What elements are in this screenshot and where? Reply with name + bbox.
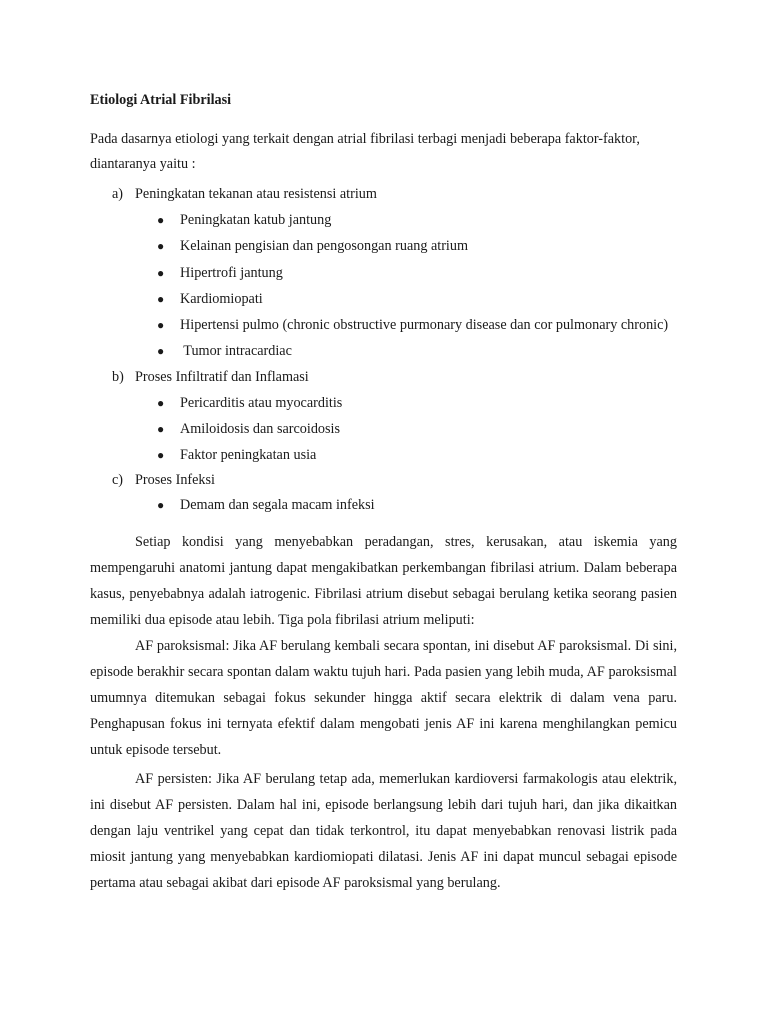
bullet-icon: ● xyxy=(157,292,165,306)
category-label: Peningkatan tekanan atau resistensi atrium xyxy=(135,186,377,202)
list-item: ● Peningkatan katub jantung xyxy=(157,212,332,228)
bullet-icon: ● xyxy=(157,344,165,358)
list-item: ● Hipertensi pulmo (chronic obstructive purmonary disease dan cor pulmonary chronic) xyxy=(157,317,669,333)
bullet-icon: ● xyxy=(157,422,165,436)
category-marker: a) xyxy=(112,186,124,202)
body-paragraph: AF paroksismal: Jika AF berulang kembali secara spontan, ini disebut AF paroksismal. Di sini, episode berakhir secara spontan dalam waktu tujuh hari. Pada pasien yang lebih muda, AF paroksismal umumnya ditemukan sebagai fokus sekunder hingga aktif secara elektrik di dalam vena paru. Penghapusan fokus ini ternyata efektif dalam mengobati jenis AF ini karena menghilangkan pemicu untuk episode tersebut. xyxy=(90,638,677,758)
list-item: ● Faktor peningkatan usia xyxy=(157,447,317,463)
intro-paragraph: Pada dasarnya etiologi yang terkait dengan atrial fibrilasi terbagi menjadi beberapa faktor-faktor, diantaranya yaitu : xyxy=(90,131,640,172)
bullet-icon: ● xyxy=(157,448,165,462)
list-item: ● Pericarditis atau myocarditis xyxy=(157,395,343,411)
list-item: ● Demam dan segala macam infeksi xyxy=(157,497,375,513)
body-paragraph: AF persisten: Jika AF berulang tetap ada, memerlukan kardioversi farmakologis atau elektrik, ini disebut AF persisten. Dalam hal ini, episode berlangsung lebih dari tujuh hari, dan jika dikaitkan dengan laju ventrikel yang cepat dan tidak terkontrol, itu dapat menyebabkan renovasi listrik pada miosit jantung yang menyebabkan kardiomiopati dilatasi. Jenis AF ini dapat muncul sebagai episode pertama atau sebagai akibat dari episode AF paroksismal yang berulang. xyxy=(90,771,677,891)
document-title: Etiologi Atrial Fibrilasi xyxy=(90,92,232,108)
body-paragraph: Setiap kondisi yang menyebabkan peradangan, stres, kerusakan, atau iskemia yang mempengaruhi anatomi jantung dapat mengakibatkan perkembangan fibrilasi atrium. Dalam beberapa kasus, penyebabnya adalah iatrogenic. Fibrilasi atrium disebut sebagai berulang ketika seorang pasien memiliki dua episode atau lebih. Tiga pola fibrilasi atrium meliputi: xyxy=(90,534,677,628)
list-item: ● Hipertrofi jantung xyxy=(157,265,283,281)
category-label: Proses Infeksi xyxy=(135,472,215,488)
category-a xyxy=(112,186,377,203)
list-item: ● Amiloidosis dan sarcoidosis xyxy=(157,421,340,437)
bullet-icon: ● xyxy=(157,213,165,227)
category-label: Proses Infiltratif dan Inflamasi xyxy=(135,369,309,385)
bullet-icon: ● xyxy=(157,239,165,253)
list-item: ● Kardiomiopati xyxy=(157,291,263,307)
category-b xyxy=(112,369,309,386)
bullet-icon: ● xyxy=(157,266,165,280)
list-item: ● Tumor intracardiac xyxy=(157,343,292,359)
category-marker: c) xyxy=(112,472,124,488)
bullet-icon: ● xyxy=(157,318,165,332)
bullet-icon: ● xyxy=(157,498,165,512)
bullet-icon: ● xyxy=(157,396,165,410)
category-c xyxy=(112,472,215,489)
category-marker: b) xyxy=(112,369,124,385)
list-item: ● Kelainan pengisian dan pengosongan ruang atrium xyxy=(157,238,469,254)
